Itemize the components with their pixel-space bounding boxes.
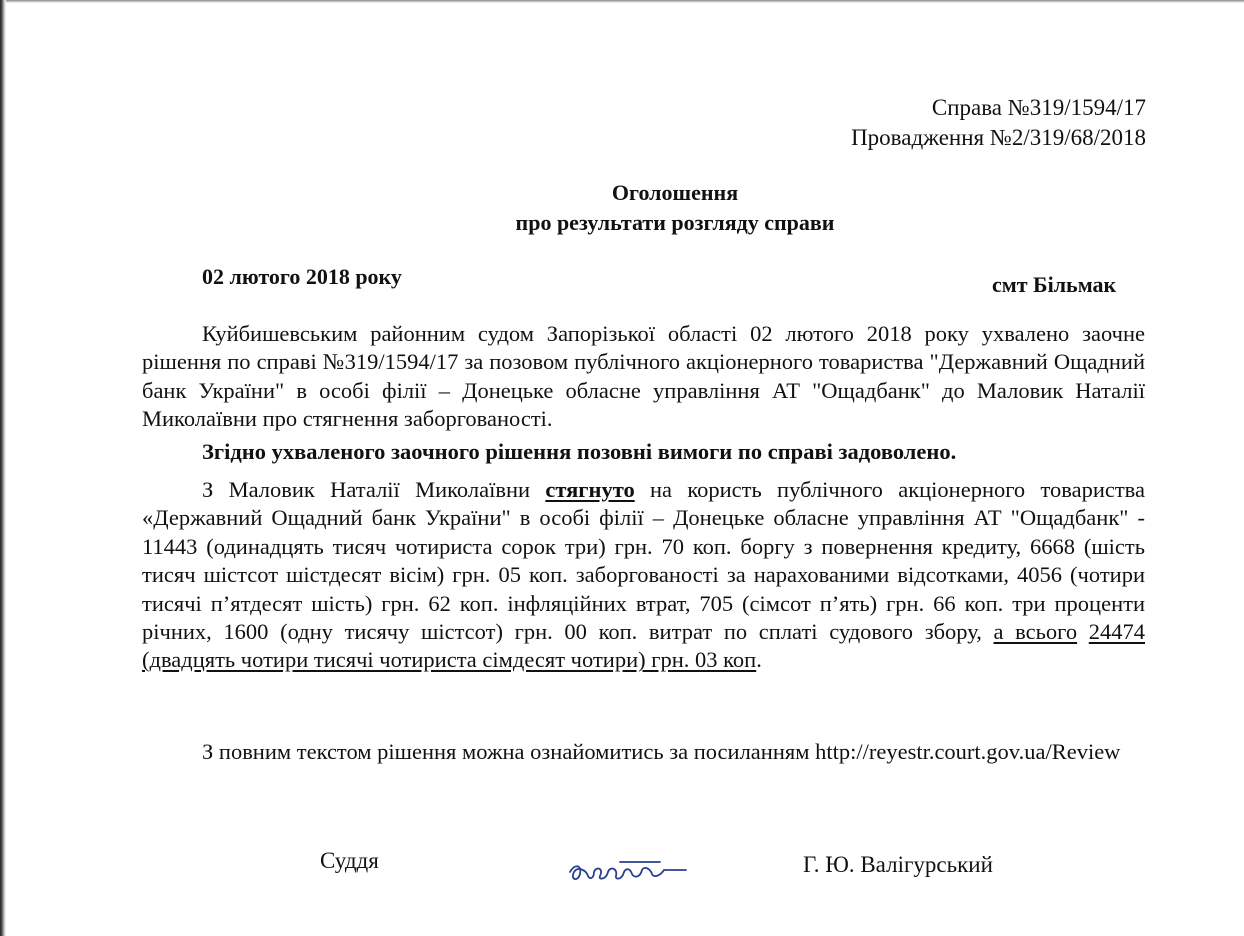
paragraph-recovery [142, 476, 1145, 675]
judge-signature [560, 850, 700, 890]
paragraph-decision: Куйбишевським районним судом Запорізької області 02 лютого 2018 року ухвалено заочне рішення по справі №319/1594/17 за позовом публічного акціонерного товариства "Державний Ощадний банк України" в особі філії – Донецьке обласне управління АТ "Ощадбанк" до Маловик Наталії Миколаївни про стягнення заборгованості. [142, 321, 1145, 432]
document-title [0, 178, 1244, 238]
title-line-2: про результати розгляду справи [515, 210, 835, 235]
case-number: Справа №319/1594/17 [931, 95, 1146, 120]
decision-place: смт Більмак [992, 272, 1117, 297]
judge-name: Г. Ю. Валігурський [803, 852, 993, 877]
scan-edge-left [0, 0, 6, 936]
recovery-keyword: стягнуто [545, 477, 635, 502]
case-info [851, 93, 1146, 153]
recovery-total-label: а всього [993, 619, 1078, 645]
title-line-1: Оголошення [611, 180, 739, 205]
scan-edge-top [0, 0, 1244, 3]
recovery-total-amount: 24474 (двадцять чотири тисячі чотириста сімдесят чотири) грн. 03 коп [142, 619, 1146, 673]
paragraph-claims-satisfied: Згідно ухваленого заочного рішення позовні вимоги по справі задоволено. [202, 439, 957, 464]
decision-date: 02 лютого 2018 року [202, 264, 402, 289]
recovery-text-a: З Маловик Наталії Миколаївни [202, 477, 546, 502]
recovery-text-c: на користь публічного акціонерного товариства «Державний Ощадний банк України" в особі філії – Донецьке обласне управління АТ "Ощадбанк" - 11443 (одинадцять тисяч чотириста сорок три) грн. 70 коп. боргу з повернення кредиту, 6668 (шість тисяч шістсот шістдесят вісім) грн. 05 коп. заборгованості за нарахованими відсотками, 4056 (чотири тисячі п’ятдесят шість) грн. 62 коп. інфляційних втрат, 705 (сімсот п’ять) грн. 66 коп. три проценти річних, 1600 (одну тисячу шістсот) грн. 00 коп. витрат по сплаті судового збору, [142, 477, 1145, 645]
proceeding-number: Провадження №2/319/68/2018 [851, 125, 1146, 150]
paragraph-full-text-link: З повним текстом рішення можна ознайомитись за посиланням http://reyestr.court.gov.ua/Review [202, 739, 1121, 764]
judge-title: Суддя [320, 848, 379, 873]
recovery-space [1077, 619, 1089, 644]
recovery-end: . [756, 647, 762, 673]
